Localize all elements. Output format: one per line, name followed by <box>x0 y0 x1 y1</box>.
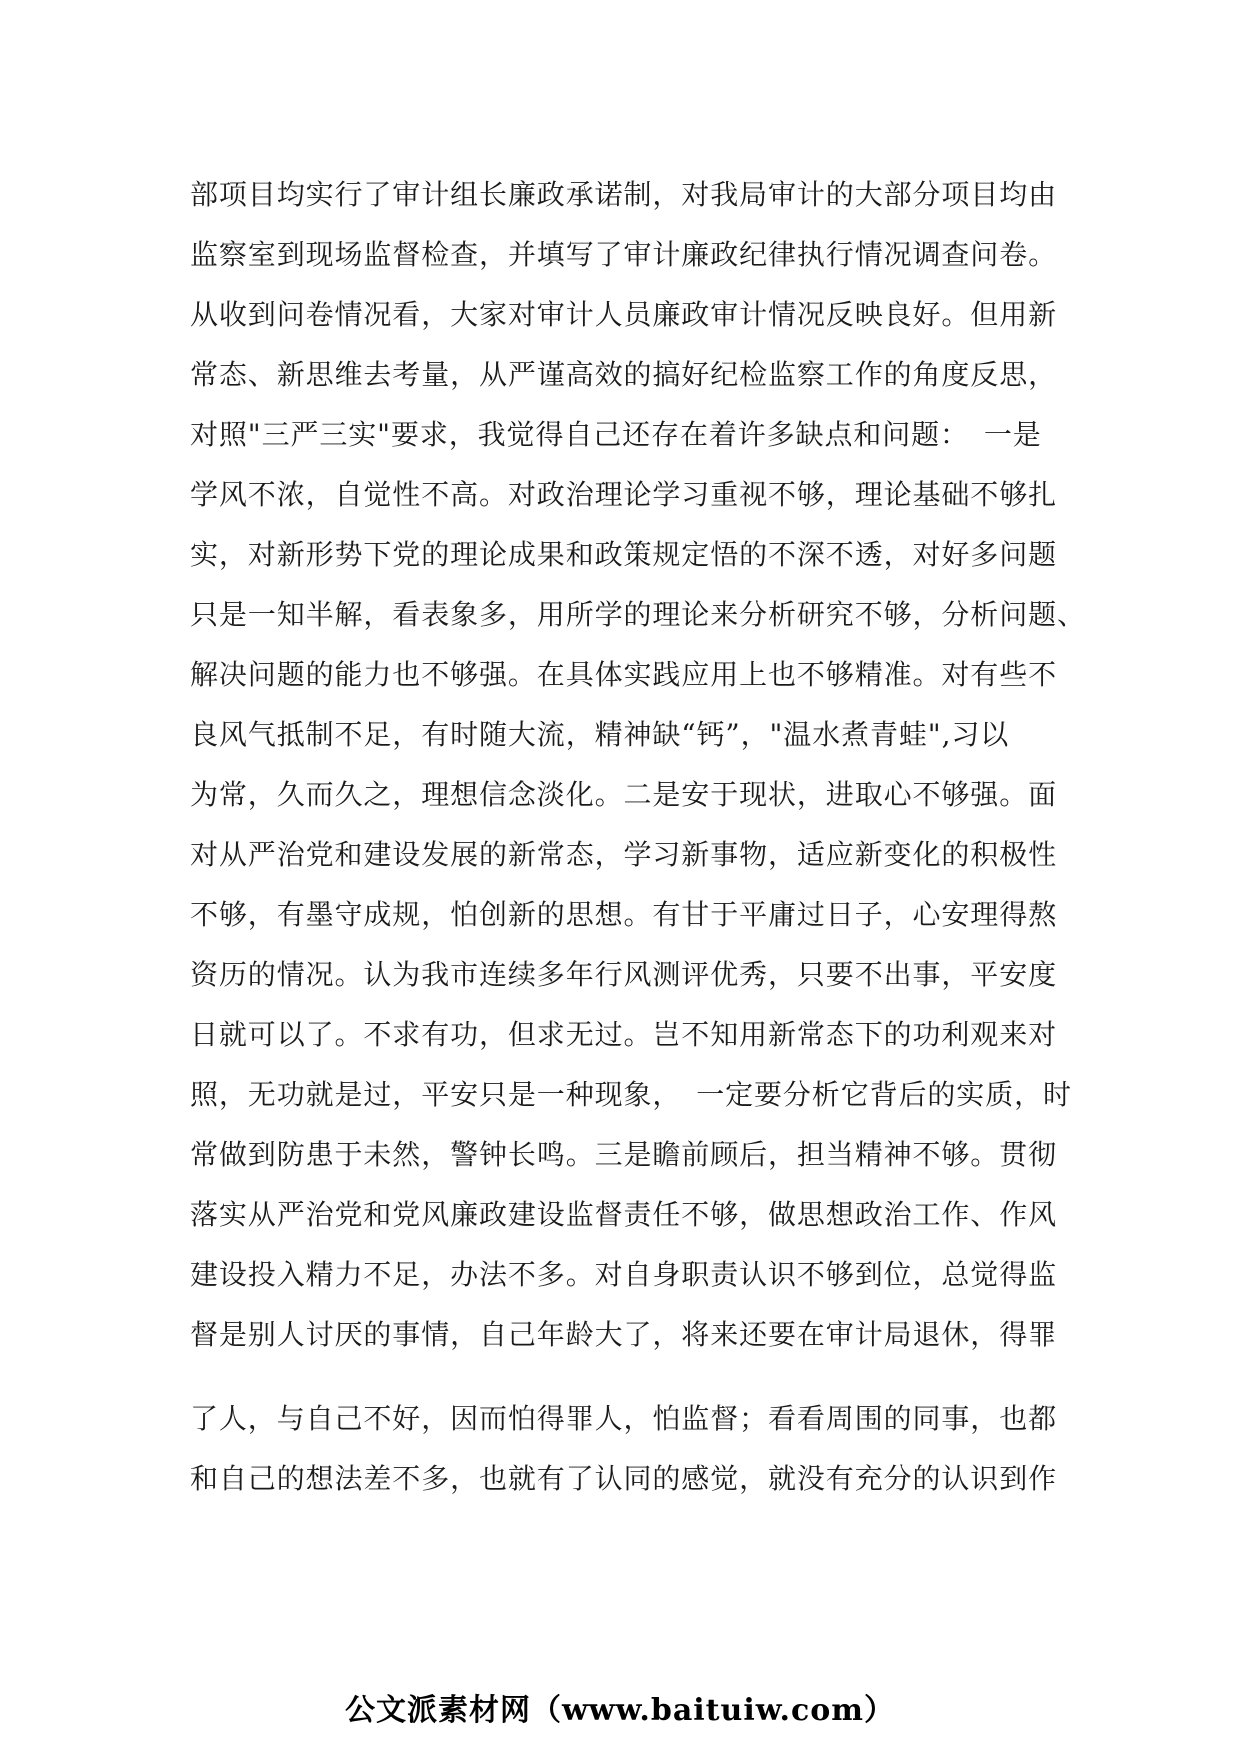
text-line: 不够，有墨守成规，怕创新的思想。有甘于平庸过日子，心安理得熬 <box>190 898 1058 931</box>
text-line: 监察室到现场监督检查，并填写了审计廉政纪律执行情况调查问卷。 <box>190 238 1058 271</box>
text-line: 对照"三严三实"要求，我觉得自己还存在着许多缺点和问题： 一是 <box>190 418 1042 451</box>
text-line: 日就可以了。不求有功，但求无过。岂不知用新常态下的功利观来对 <box>190 1018 1058 1051</box>
text-line: 常做到防患于未然，警钟长鸣。三是瞻前顾后，担当精神不够。贯彻 <box>190 1138 1058 1171</box>
text-line: 督是别人讨厌的事情，自己年龄大了，将来还要在审计局退休，得罪 <box>190 1318 1058 1351</box>
text-line: 只是一知半解，看表象多，用所学的理论来分析研究不够，分析问题、 <box>190 598 1086 631</box>
text-line: 资历的情况。认为我市连续多年行风测评优秀，只要不出事，平安度 <box>190 958 1058 991</box>
text-line: 学风不浓，自觉性不高。对政治理论学习重视不够，理论基础不够扎 <box>190 478 1058 511</box>
text-line: 和自己的想法差不多，也就有了认同的感觉，就没有充分的认识到作 <box>190 1462 1058 1495</box>
body-text <box>190 165 1086 1509</box>
text-line: 从收到问卷情况看，大家对审计人员廉政审计情况反映良好。但用新 <box>190 298 1058 331</box>
text-line: 对从严治党和建设发展的新常态，学习新事物，适应新变化的积极性 <box>190 838 1058 871</box>
text-line: 解决问题的能力也不够强。在具体实践应用上也不够精准。对有些不 <box>190 658 1058 691</box>
text-line: 建设投入精力不足，办法不多。对自身职责认识不够到位，总觉得监 <box>190 1258 1058 1291</box>
text-line: 照，无功就是过，平安只是一种现象， 一定要分析它背后的实质，时 <box>190 1078 1072 1111</box>
text-line: 了人，与自己不好，因而怕得罪人，怕监督；看看周围的同事，也都 <box>190 1402 1058 1435</box>
text-line: 良风气抵制不足，有时随大流，精神缺“钙”，"温水煮青蛙",习以 <box>190 718 1010 751</box>
text-line: 部项目均实行了审计组长廉政承诺制，对我局审计的大部分项目均由 <box>190 178 1058 211</box>
text-line: 为常，久而久之，理想信念淡化。二是安于现状，进取心不够强。面 <box>190 778 1058 811</box>
text-line: 实，对新形势下党的理论成果和政策规定悟的不深不透，对好多问题 <box>190 538 1058 571</box>
footer-watermark: 公文派素材网（www.baituiw.com） <box>344 1693 896 1728</box>
text-line: 落实从严治党和党风廉政建设监督责任不够，做思想政治工作、作风 <box>190 1198 1058 1231</box>
text-line: 常态、新思维去考量，从严谨高效的搞好纪检监察工作的角度反思， <box>190 358 1058 391</box>
